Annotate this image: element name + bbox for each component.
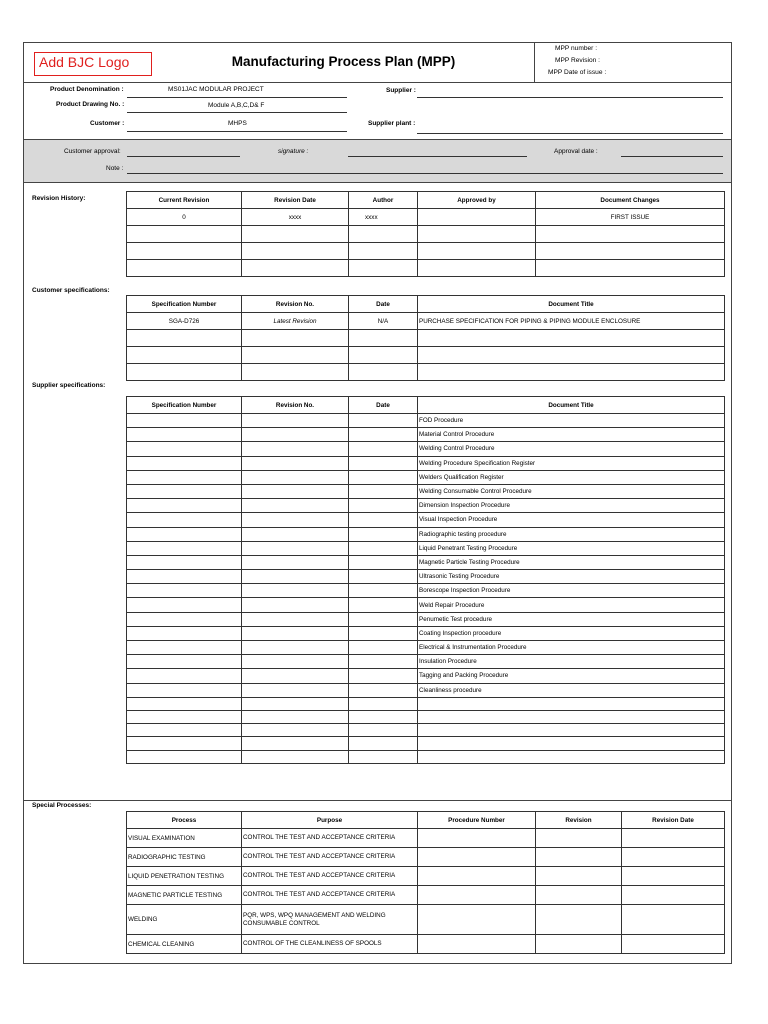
document-title-cell: Liquid Penetrant Testing Procedure [418,541,725,555]
table-cell [349,724,418,737]
document-title-cell [418,710,725,723]
purpose-cell: CONTROL THE TEST AND ACCEPTANCE CRITERIA [242,829,418,848]
customer-approval-line [127,156,240,157]
table-cell [127,513,242,527]
header-date: Date [349,397,418,414]
table-cell [127,683,242,697]
table-cell [622,848,725,867]
table-cell [242,260,349,277]
table-cell [242,243,349,260]
table-cell: N/A [349,313,418,330]
table-row [127,414,725,428]
table-row [127,499,725,513]
header-revision-no: Revision No. [242,296,349,313]
document-title-cell: Welding Consumable Control Procedure [418,484,725,498]
header-date: Date [349,296,418,313]
product-drawing-label: Product Drawing No. : [56,101,125,108]
table-cell [536,829,622,848]
page-title: Manufacturing Process Plan (MPP) [231,54,456,69]
revision-history-title: Revision History: [32,195,86,202]
table-cell [349,669,418,683]
product-denomination-value: MS01JAC MODULAR PROJECT [168,86,264,93]
table-row [127,683,725,697]
table-cell [127,470,242,484]
table-cell [622,905,725,935]
table-cell [242,626,349,640]
table-cell [242,655,349,669]
header-document-title: Document Title [418,296,725,313]
table-cell: Latest Revision [242,313,349,330]
customer-approval-label: Customer approval: [64,148,121,155]
table-cell [242,414,349,428]
document-title-cell [418,697,725,710]
table-cell [536,848,622,867]
table-cell [242,710,349,723]
table-row [127,442,725,456]
purpose-cell: CONTROL THE TEST AND ACCEPTANCE CRITERIA [242,848,418,867]
table-cell [127,456,242,470]
customer-specs-table [126,295,725,381]
table-cell [418,364,725,381]
header-divider [23,82,732,83]
table-cell [127,555,242,569]
table-cell [536,905,622,935]
table-cell [242,347,349,364]
approval-date-label: Approval date : [554,148,598,155]
table-cell [127,243,242,260]
supplier-label: Supplier : [386,87,416,94]
signature-line [348,156,527,157]
table-cell [418,905,536,935]
approval-date-line [621,156,723,157]
table-cell: PURCHASE SPECIFICATION FOR PIPING & PIPING MODULE ENCLOSURE [418,313,725,330]
table-cell [242,527,349,541]
table-cell [349,484,418,498]
table-cell [418,209,536,226]
table-row [127,570,725,584]
document-title-cell: Radiographic testing procedure [418,527,725,541]
table-cell [127,442,242,456]
table-cell [536,886,622,905]
document-title-cell: Welding Procedure Specification Register [418,456,725,470]
table-cell [127,414,242,428]
table-cell [349,428,418,442]
table-row [127,598,725,612]
table-row [127,470,725,484]
table-row [127,829,725,848]
table-cell [242,499,349,513]
table-cell [127,750,242,763]
table-cell [349,555,418,569]
process-cell: MAGNETIC PARTICLE TESTING [127,886,242,905]
table-cell [349,260,418,277]
header-document-title: Document Title [418,397,725,414]
table-cell [127,710,242,723]
table-cell [242,226,349,243]
table-cell: SGA-D726 [127,313,242,330]
table-cell: xxxx [349,209,418,226]
revision-history-table [126,191,725,277]
product-denomination-label: Product Denomination : [50,86,124,93]
table-row [127,584,725,598]
product-denomination-line [127,97,347,98]
header-current-revision: Current Revision [127,192,242,209]
table-cell [418,347,725,364]
document-title-cell: Insulation Procedure [418,655,725,669]
table-cell [349,570,418,584]
table-cell [622,886,725,905]
table-cell [127,347,242,364]
table-cell [349,710,418,723]
table-cell [127,226,242,243]
table-cell: 0 [127,209,242,226]
table-cell [349,527,418,541]
table-cell [349,683,418,697]
table-cell [127,364,242,381]
table-cell: xxxx [242,209,349,226]
product-drawing-line [127,112,347,113]
table-cell [242,555,349,569]
table-row [127,428,725,442]
table-cell [418,243,536,260]
header-process: Process [127,812,242,829]
table-cell [349,513,418,527]
table-cell [349,626,418,640]
table-cell [242,484,349,498]
approval-band [24,139,731,182]
table-cell [349,414,418,428]
table-row [127,848,725,867]
header-revision-no: Revision No. [242,397,349,414]
header-purpose: Purpose [242,812,418,829]
table-row [127,527,725,541]
supplier-plant-label: Supplier plant : [368,120,416,127]
table-row [127,456,725,470]
product-drawing-value: Module A,B,C,D& F [208,102,265,109]
customer-specs-title: Customer specifications: [32,287,110,294]
document-title-cell: Material Control Procedure [418,428,725,442]
purpose-cell: CONTROL OF THE CLEANLINESS OF SPOOLS [242,935,418,954]
table-cell [127,669,242,683]
table-row [127,750,725,763]
table-row [127,243,725,260]
customer-line [127,131,347,132]
customer-value: MHPS [228,120,247,127]
table-cell [536,867,622,886]
table-cell [349,598,418,612]
table-cell [242,750,349,763]
table-cell [127,484,242,498]
table-cell [127,655,242,669]
table-row [127,513,725,527]
document-title-cell: Tagging and Packing Procedure [418,669,725,683]
table-cell [242,697,349,710]
table-cell [127,260,242,277]
table-row [127,612,725,626]
table-cell [349,641,418,655]
signature-label: signature : [278,148,309,155]
header-revision-date: Revision Date [242,192,349,209]
table-cell [242,428,349,442]
table-cell [242,570,349,584]
document-title-cell: FOD Procedure [418,414,725,428]
table-row [127,697,725,710]
table-cell [242,364,349,381]
table-cell [349,541,418,555]
mpp-revision-label: MPP Revision : [555,57,600,64]
supplier-specs-title: Supplier specifications: [32,382,106,389]
process-cell: CHEMICAL CLEANING [127,935,242,954]
document-title-cell: Cleanliness procedure [418,683,725,697]
table-cell [418,886,536,905]
special-processes-table [126,811,725,954]
header-document-changes: Document Changes [536,192,725,209]
note-line [127,173,723,174]
table-cell [242,330,349,347]
table-row [127,935,725,954]
table-cell [536,260,725,277]
purpose-cell: CONTROL THE TEST AND ACCEPTANCE CRITERIA [242,886,418,905]
special-processes-title: Special Processes: [32,802,92,809]
purpose-cell: PQR, WPS, WPQ MANAGEMENT AND WELDING CONSUMABLE CONTROL [242,905,418,935]
table-cell [622,935,725,954]
document-title-cell: Magnetic Particle Testing Procedure [418,555,725,569]
table-cell [127,570,242,584]
header-revision-date: Revision Date [622,812,725,829]
table-cell [418,829,536,848]
table-cell [349,347,418,364]
table-cell [536,935,622,954]
header-specification-number: Specification Number [127,397,242,414]
table-row [127,905,725,935]
table-cell [349,226,418,243]
document-title-cell: Welding Control Procedure [418,442,725,456]
table-cell [349,456,418,470]
process-cell: LIQUID PENETRATION TESTING [127,867,242,886]
table-cell [349,442,418,456]
table-cell [349,612,418,626]
document-title-cell: Dimension Inspection Procedure [418,499,725,513]
table-row [127,886,725,905]
table-cell [622,829,725,848]
logo-placeholder: Add BJC Logo [34,52,152,76]
table-row [127,737,725,750]
table-cell [349,655,418,669]
header-specification-number: Specification Number [127,296,242,313]
table-cell [127,584,242,598]
table-cell [242,683,349,697]
table-cell [349,697,418,710]
table-cell [418,867,536,886]
table-cell [418,330,725,347]
table-cell [127,612,242,626]
table-cell [242,641,349,655]
table-cell [418,935,536,954]
table-cell [349,750,418,763]
supplier-plant-line [417,133,723,134]
table-cell [242,669,349,683]
table-cell [536,243,725,260]
table-row [127,710,725,723]
table-cell [242,541,349,555]
table-cell [622,867,725,886]
process-cell: RADIOGRAPHIC TESTING [127,848,242,867]
table-cell [127,541,242,555]
table-cell [242,442,349,456]
purpose-cell: CONTROL THE TEST AND ACCEPTANCE CRITERIA [242,867,418,886]
table-cell [418,260,536,277]
table-row [127,226,725,243]
document-title-cell: Weld Repair Procedure [418,598,725,612]
table-row [127,209,725,226]
document-title-cell: Electrical & Instrumentation Procedure [418,641,725,655]
table-row [127,364,725,381]
table-cell [242,724,349,737]
table-row [127,641,725,655]
document-title-cell [418,737,725,750]
table-cell [127,724,242,737]
table-row [127,724,725,737]
supplier-line [417,97,723,98]
process-cell: WELDING [127,905,242,935]
table-cell: FIRST ISSUE [536,209,725,226]
table-cell [242,612,349,626]
table-row [127,669,725,683]
table-row [127,260,725,277]
table-cell [127,641,242,655]
table-cell [349,243,418,260]
table-cell [242,737,349,750]
table-cell [127,330,242,347]
table-row [127,330,725,347]
table-row [127,555,725,569]
table-cell [418,848,536,867]
table-row [127,655,725,669]
document-title-cell [418,750,725,763]
table-cell [242,598,349,612]
table-cell [349,364,418,381]
header-author: Author [349,192,418,209]
document-title-cell: Penumetic Test procedure [418,612,725,626]
table-cell [127,598,242,612]
process-cell: VISUAL EXAMINATION [127,829,242,848]
header-approved-by: Approved by [418,192,536,209]
table-cell [127,499,242,513]
table-cell [349,499,418,513]
table-cell [127,626,242,640]
table-cell [349,737,418,750]
table-cell [536,226,725,243]
table-cell [127,527,242,541]
table-cell [127,428,242,442]
document-title-cell: Borescope Inspection Procedure [418,584,725,598]
table-row [127,541,725,555]
table-row [127,484,725,498]
mpp-number-label: MPP number : [555,45,598,52]
table-row [127,313,725,330]
table-cell [242,584,349,598]
table-cell [349,584,418,598]
document-title-cell [418,724,725,737]
table-cell [242,456,349,470]
table-row [127,867,725,886]
table-cell [418,226,536,243]
document-title-cell: Coating Inspection procedure [418,626,725,640]
document-title-cell: Ultrasonic Testing Procedure [418,570,725,584]
table-cell [127,697,242,710]
header-procedure-number: Procedure Number [418,812,536,829]
supplier-specs-table [126,396,725,764]
table-row [127,347,725,364]
mpp-date-label: MPP Date of issue : [548,69,607,76]
document-title-cell: Visual Inspection Procedure [418,513,725,527]
table-row [127,626,725,640]
document-title-cell: Welders Qualification Register [418,470,725,484]
table-cell [242,470,349,484]
table-cell [349,330,418,347]
table-cell [242,513,349,527]
header-vertical-divider [534,42,535,82]
customer-label: Customer : [90,120,125,127]
table-cell [349,470,418,484]
table-cell [127,737,242,750]
header-revision: Revision [536,812,622,829]
note-label: Note : [106,165,124,172]
